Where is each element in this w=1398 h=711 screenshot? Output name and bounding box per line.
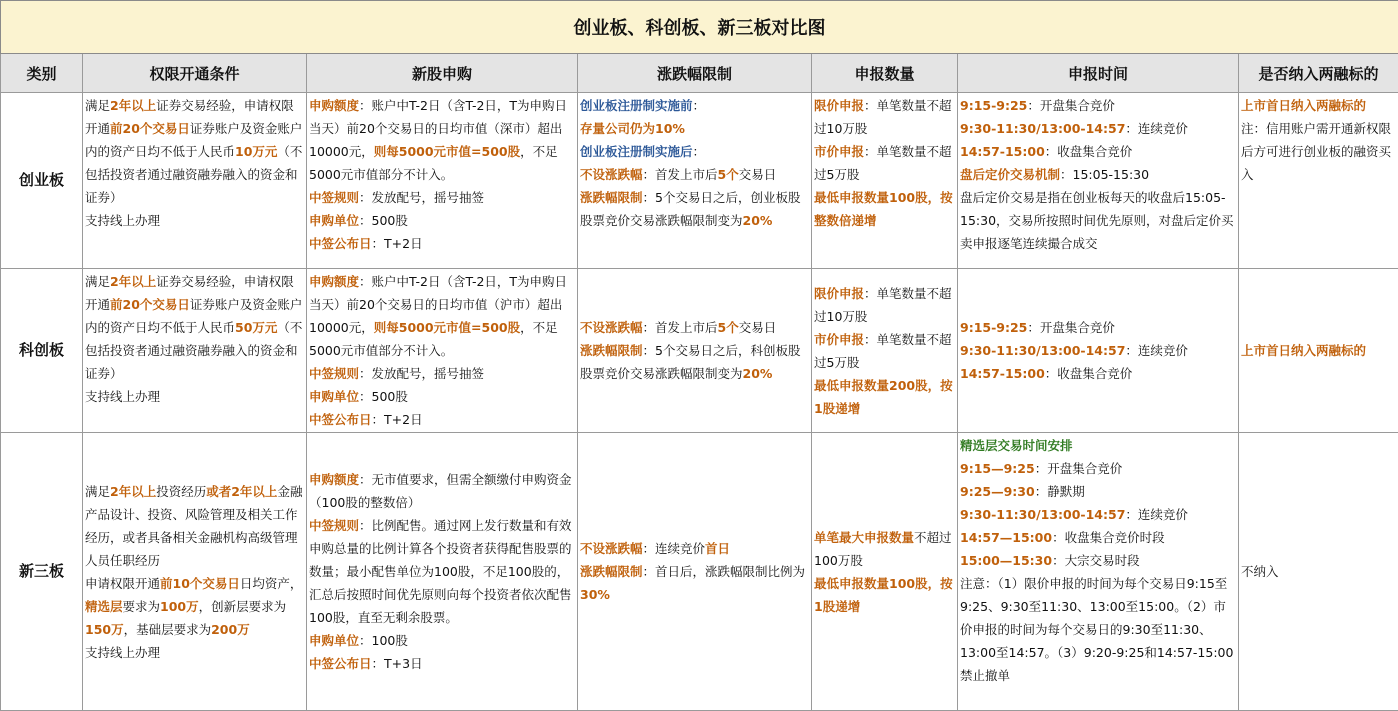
row-category: 新三板 [1,433,83,711]
cell-line [309,362,575,385]
cell-line [580,163,809,186]
table-row [1,269,1398,433]
highlighted-text: 150万 [85,622,124,637]
header-price-limit: 涨跌幅限制 [578,54,812,93]
highlighted-text: 前10个交易日 [160,576,240,591]
cell-text: ：500股 [359,213,408,228]
cell-quantity [812,433,958,711]
cell-line [960,362,1236,385]
cell-text: ，基础层要求为 [124,622,212,637]
highlighted-text: 涨跌幅限制 [580,190,643,205]
highlighted-text: 盘后定价交易机制 [960,167,1060,182]
highlighted-text: 中签公布日 [309,236,372,251]
cell-line [580,140,809,163]
highlighted-text: 则每5000元市值=500股 [374,144,520,159]
cell-line [1241,94,1396,117]
table-title: 创业板、科创板、新三板对比图 [1,1,1398,54]
cell-price-limit [578,93,812,269]
highlighted-text: 单笔最大申报数量 [814,530,914,545]
highlighted-text: 涨跌幅限制 [580,564,643,579]
cell-text: ： [693,144,706,159]
cell-text: ，不足5000元市值部分不计入。 [309,320,558,358]
cell-line [814,374,955,420]
cell-text: ：首日后，涨跌幅限制比例为 [643,564,806,579]
cell-text: ： [693,98,706,113]
cell-line [580,537,809,560]
cell-text: 注：信用账户需开通新权限后方可进行创业板的融资买入 [1241,121,1391,182]
cell-line [580,339,809,385]
cell-text: ：连续竞价 [1125,343,1188,358]
cell-text: ：T+3日 [372,656,423,671]
cell-line [1241,560,1396,583]
cell-line [960,526,1236,549]
header-quantity: 申报数量 [812,54,958,93]
cell-text: ：收盘集合竞价 [1045,144,1133,159]
cell-line [960,186,1236,255]
cell-line [960,503,1236,526]
highlighted-text: 2年以上 [110,274,156,289]
highlighted-text: 最低申报数量100股，按整数倍递增 [814,190,953,228]
cell-text: ：15:05-15:30 [1060,167,1149,182]
cell-text: 金融产品设计、投资、风险管理及相关工作经历，或者具备相关金融机构高级管理人员任职经历 [85,484,302,568]
highlighted-text: 精选层交易时间安排 [960,438,1073,453]
cell-line [814,572,955,618]
cell-line [960,434,1236,457]
cell-text: ：发放配号，摇号抽签 [359,366,484,381]
highlighted-text: 中签规则 [309,518,359,533]
cell-time [958,269,1239,433]
cell-text: 要求为 [123,599,161,614]
cell-text: ：首发上市后 [643,167,718,182]
cell-line [814,140,955,186]
cell-margin [1239,433,1398,711]
cell-text: 证券交易经验，申请权限开通 [85,274,294,312]
cell-text: 支持线上办理 [85,389,160,404]
highlighted-text: 不设涨跌幅 [580,320,643,335]
highlighted-text: 14:57-15:00 [960,366,1045,381]
highlighted-text: 不设涨跌幅 [580,167,643,182]
cell-text: ：500股 [359,389,408,404]
highlighted-text: 中签公布日 [309,412,372,427]
cell-margin [1239,269,1398,433]
cell-line [309,186,575,209]
cell-line [309,652,575,675]
cell-price-limit [578,269,812,433]
cell-quantity [812,93,958,269]
table-row [1,433,1398,711]
cell-text: 不超过100万股 [814,530,952,568]
row-category: 创业板 [1,93,83,269]
cell-line [814,282,955,328]
cell-line [814,328,955,374]
cell-line [85,480,304,572]
cell-line [309,94,575,186]
highlighted-text: 申购单位 [309,213,359,228]
cell-text: ：连续竞价 [1125,121,1188,136]
cell-text: ：5个交易日之后，科创板股股票竞价交易涨跌幅限制变为 [580,343,800,381]
highlighted-text: 9:15-9:25 [960,98,1027,113]
highlighted-text: 9:30-11:30/13:00-14:57 [960,343,1125,358]
cell-line [960,316,1236,339]
cell-line [1241,117,1396,186]
highlighted-text: 5个 [718,167,739,182]
header-category: 类别 [1,54,83,93]
cell-text: 支持线上办理 [85,645,160,660]
cell-line [85,209,304,232]
cell-line [960,117,1236,140]
cell-line [814,94,955,140]
highlighted-text: 30% [580,587,610,602]
highlighted-text: 200万 [211,622,250,637]
highlighted-text: 则每5000元市值=500股 [374,320,520,335]
cell-line [309,468,575,514]
highlighted-text: 创业板注册制实施后 [580,144,693,159]
highlighted-text: 申购单位 [309,633,359,648]
highlighted-text: 前20个交易日 [110,121,190,136]
cell-ipo [307,433,578,711]
header-ipo: 新股申购 [307,54,578,93]
highlighted-text: 50万元 [235,320,277,335]
highlighted-text: 14:57—15:00 [960,530,1052,545]
cell-text: 申请权限开通 [85,576,160,591]
cell-text: 证券交易经验，申请权限开通 [85,98,294,136]
row-category: 科创板 [1,269,83,433]
highlighted-text: 5个 [718,320,739,335]
cell-text: ：开盘集合竞价 [1027,98,1115,113]
highlighted-text: 申购额度 [309,98,359,113]
cell-margin [1239,93,1398,269]
cell-text: 日均资产， [240,576,303,591]
cell-text: ：收盘集合竞价时段 [1052,530,1165,545]
cell-line [309,209,575,232]
cell-line [309,514,575,629]
highlighted-text: 15:00—15:30 [960,553,1052,568]
cell-text: ：收盘集合竞价 [1045,366,1133,381]
cell-line [580,560,809,606]
cell-line [85,572,304,641]
cell-text: ：单笔数量不超过5万股 [814,144,952,182]
header-margin: 是否纳入两融标的 [1239,54,1398,93]
highlighted-text: 申购额度 [309,274,359,289]
cell-text: ：T+2日 [372,412,423,427]
cell-line [960,480,1236,503]
cell-line [960,572,1236,687]
cell-text: ：首发上市后 [643,320,718,335]
cell-line [309,408,575,431]
cell-line [85,641,304,664]
cell-text: ：单笔数量不超过5万股 [814,332,952,370]
cell-text: 满足 [85,274,110,289]
highlighted-text: 9:25—9:30 [960,484,1035,499]
cell-text: ：无市值要求，但需全额缴付申购资金（100股的整数倍） [309,472,572,510]
cell-text: ：T+2日 [372,236,423,251]
cell-line [85,270,304,385]
cell-text: 不纳入 [1241,564,1279,579]
highlighted-text: 创业板注册制实施前 [580,98,693,113]
cell-line [580,316,809,339]
cell-ipo [307,269,578,433]
highlighted-text: 中签规则 [309,190,359,205]
cell-line [960,549,1236,572]
highlighted-text: 9:15-9:25 [960,320,1027,335]
highlighted-text: 涨跌幅限制 [580,343,643,358]
cell-text: ，不足5000元市值部分不计入。 [309,144,558,182]
highlighted-text: 市价申报 [814,144,864,159]
highlighted-text: 首日 [705,541,730,556]
cell-text: ：连续竞价 [643,541,706,556]
cell-line [309,629,575,652]
cell-line [85,94,304,209]
highlighted-text: 精选层 [85,599,123,614]
cell-permission [83,433,307,711]
cell-text: 支持线上办理 [85,213,160,228]
cell-line [814,186,955,232]
cell-line [960,457,1236,480]
cell-text: 交易日 [739,167,777,182]
cell-text: 盘后定价交易是指在创业板每天的收盘后15:05-15:30，交易所按照时间优先原则，对盘后定价买卖申报逐笔连续撮合成交 [960,190,1234,251]
cell-text: 证券账户及资金账户内的资产日均不低于人民币 [85,297,302,335]
highlighted-text: 20% [743,213,773,228]
cell-line [580,94,809,117]
cell-ipo [307,93,578,269]
cell-text: 证券账户及资金账户内的资产日均不低于人民币 [85,121,302,159]
highlighted-text: 申购额度 [309,472,359,487]
cell-text: ：账户中T-2日（含T-2日，T为申购日当天）前20个交易日的日均市值（深市）超出10000元， [309,98,567,159]
cell-text: ：大宗交易时段 [1052,553,1140,568]
highlighted-text: 9:30-11:30/13:00-14:57 [960,507,1125,522]
highlighted-text: 20% [743,366,773,381]
highlighted-text: 9:15—9:25 [960,461,1035,476]
highlighted-text: 10万元 [235,144,277,159]
cell-time [958,93,1239,269]
cell-line [309,232,575,255]
cell-permission [83,269,307,433]
cell-text: ：单笔数量不超过10万股 [814,98,952,136]
cell-quantity [812,269,958,433]
highlighted-text: 最低申报数量100股，按1股递增 [814,576,953,614]
cell-line [580,186,809,232]
highlighted-text: 中签公布日 [309,656,372,671]
highlighted-text: 2年以上 [110,484,156,499]
highlighted-text: 或者2年以上 [206,484,277,499]
cell-text: 注意：（1）限价申报的时间为每个交易日9:15至9:25、9:30至11:30、13:00至15:00。（2）市价申报的时间为每个交易日的9:30至11:30、13:00至14:57。（3）9:20-9:25和14:57-15:00禁止撤单 [960,576,1233,683]
highlighted-text: 最低申报数量200股，按1股递增 [814,378,953,416]
header-time: 申报时间 [958,54,1239,93]
cell-text: 满足 [85,484,110,499]
highlighted-text: 限价申报 [814,98,864,113]
cell-time [958,433,1239,711]
cell-line [814,526,955,572]
cell-line [85,385,304,408]
header-permission: 权限开通条件 [83,54,307,93]
highlighted-text: 限价申报 [814,286,864,301]
cell-text: ：账户中T-2日（含T-2日，T为申购日当天）前20个交易日的日均市值（沪市）超出10000元， [309,274,567,335]
cell-line [309,385,575,408]
cell-text: ：比例配售。通过网上发行数量和有效申购总量的比例计算各个投资者获得配售股票的数量；最小配售单位为100股，不足100股的，汇总后按照时间优先原则向每个投资者依次配售100股，直至无剩余股票。 [309,518,572,625]
cell-text: ：开盘集合竞价 [1035,461,1123,476]
cell-text: ：100股 [359,633,408,648]
cell-text: ，创新层要求为 [199,599,287,614]
highlighted-text: 上市首日纳入两融标的 [1241,343,1366,358]
cell-line [309,270,575,362]
table-row [1,93,1398,269]
cell-text: （不包括投资者通过融资融券融入的资金和证券） [85,320,302,381]
cell-text: ：5个交易日之后，创业板股股票竞价交易涨跌幅限制变为 [580,190,800,228]
cell-text: 交易日 [739,320,777,335]
cell-text: ：单笔数量不超过10万股 [814,286,952,324]
cell-line [960,94,1236,117]
highlighted-text: 不设涨跌幅 [580,541,643,556]
cell-line [960,339,1236,362]
cell-text: 投资经历 [156,484,206,499]
cell-line [960,140,1236,163]
highlighted-text: 14:57-15:00 [960,144,1045,159]
highlighted-text: 存量公司仍为10% [580,121,685,136]
cell-text: ：发放配号，摇号抽签 [359,190,484,205]
highlighted-text: 前20个交易日 [110,297,190,312]
cell-text: ：静默期 [1035,484,1085,499]
cell-price-limit [578,433,812,711]
highlighted-text: 100万 [160,599,199,614]
highlighted-text: 市价申报 [814,332,864,347]
highlighted-text: 2年以上 [110,98,156,113]
cell-line [580,117,809,140]
cell-text: ：开盘集合竞价 [1027,320,1115,335]
highlighted-text: 9:30-11:30/13:00-14:57 [960,121,1125,136]
cell-permission [83,93,307,269]
highlighted-text: 中签规则 [309,366,359,381]
highlighted-text: 上市首日纳入两融标的 [1241,98,1366,113]
cell-line [1241,339,1396,362]
cell-text: 满足 [85,98,110,113]
highlighted-text: 申购单位 [309,389,359,404]
cell-text: ：连续竞价 [1125,507,1188,522]
cell-line [960,163,1236,186]
cell-text: （不包括投资者通过融资融券融入的资金和证券） [85,144,302,205]
